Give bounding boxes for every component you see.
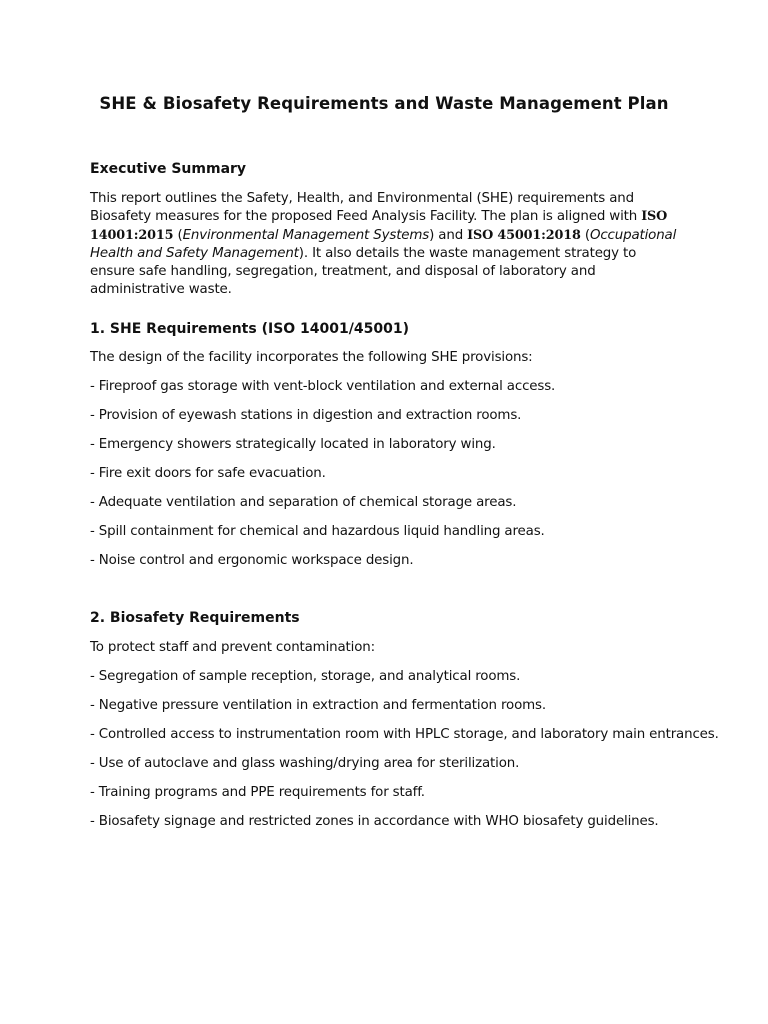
section-2-heading: 2. Biosafety Requirements xyxy=(90,610,300,626)
section-1-intro: The design of the facility incorporates the following SHE provisions: xyxy=(90,350,533,365)
list-item: - Negative pressure ventilation in extraction and fermentation rooms. xyxy=(90,698,546,713)
iso-45001-standard: ISO 45001:2018 xyxy=(467,227,581,243)
list-item: - Emergency showers strategically located in laboratory wing. xyxy=(90,437,496,452)
list-item: - Training programs and PPE requirements for staff. xyxy=(90,785,425,800)
list-item: - Controlled access to instrumentation room with HPLC storage, and laboratory main entrances. xyxy=(90,727,719,742)
document-title: SHE & Biosafety Requirements and Waste Management Plan xyxy=(99,94,669,113)
executive-summary-heading: Executive Summary xyxy=(90,161,247,177)
list-item: - Provision of eyewash stations in digestion and extraction rooms. xyxy=(90,408,522,423)
iso-14001-standard: ISO 14001:2015 xyxy=(90,209,668,243)
list-item: - Use of autoclave and glass washing/drying area for sterilization. xyxy=(90,756,520,771)
executive-summary-paragraph xyxy=(90,190,680,300)
list-item: - Segregation of sample reception, storage, and analytical rooms. xyxy=(90,669,521,684)
section-2-intro: To protect staff and prevent contamination: xyxy=(90,640,375,655)
iso-14001-standard-name: Environmental Management Systems xyxy=(182,227,430,243)
summary-text: ( xyxy=(580,227,590,243)
list-item: - Fire exit doors for safe evacuation. xyxy=(90,466,326,481)
iso-45001-standard-name: Occupational Health and Safety Management xyxy=(90,227,677,261)
list-item: - Noise control and ergonomic workspace design. xyxy=(90,553,414,568)
summary-text: ). It also details the waste management strategy to ensure safe handling, segregation, treatment, and disposal of laboratory and administrative waste. xyxy=(90,245,637,298)
section-1-heading: 1. SHE Requirements (ISO 14001/45001) xyxy=(90,321,409,337)
summary-text: ( xyxy=(173,227,183,243)
summary-text: ) and xyxy=(429,227,468,243)
list-item: - Spill containment for chemical and hazardous liquid handling areas. xyxy=(90,524,545,539)
list-item: - Biosafety signage and restricted zones in accordance with WHO biosafety guidelines. xyxy=(90,814,659,829)
summary-text: This report outlines the Safety, Health, and Environmental (SHE) requirements and Biosafety measures for the proposed Feed Analysis Facility. The plan is aligned with xyxy=(90,191,642,225)
list-item: - Adequate ventilation and separation of chemical storage areas. xyxy=(90,495,517,510)
list-item: - Fireproof gas storage with vent-block ventilation and external access. xyxy=(90,379,556,394)
